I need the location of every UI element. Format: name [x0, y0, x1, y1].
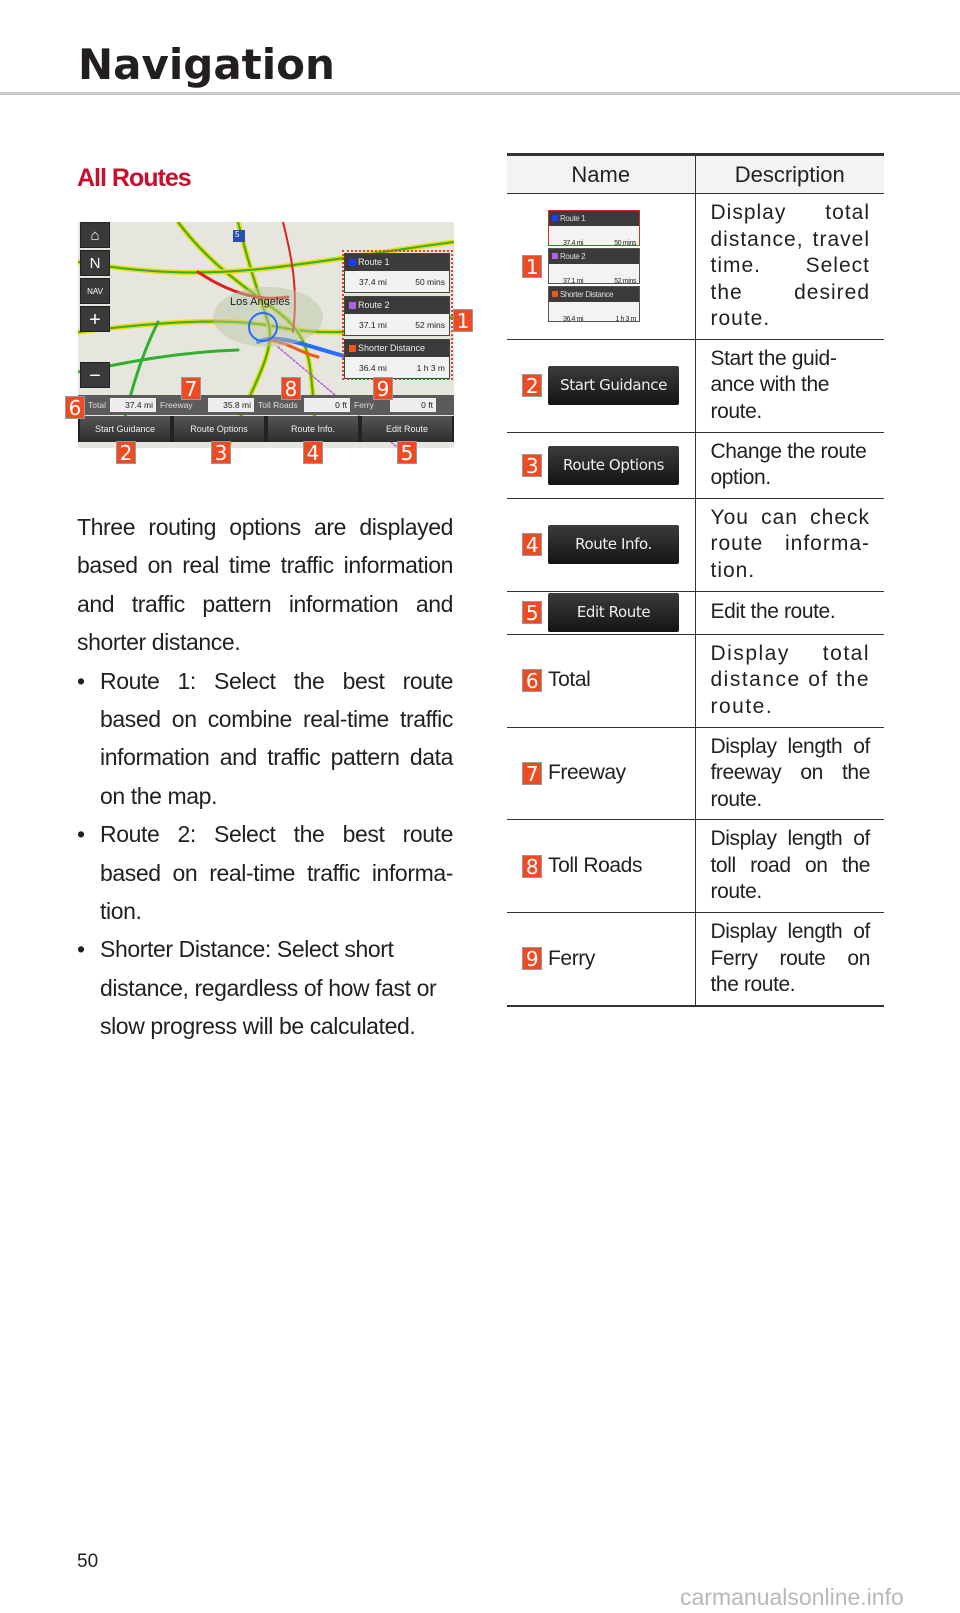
city-label: Los Angeles [230, 296, 290, 308]
zoom-out-button[interactable]: − [80, 362, 110, 388]
row-badge: 2 [522, 374, 542, 397]
toll-value: 0 ft [304, 398, 350, 412]
row-description: Change the route option. [695, 432, 884, 498]
highway-shield: 5 [235, 230, 240, 239]
callout-badge-8: 8 [281, 377, 301, 400]
route-time: 52 mins [415, 320, 445, 330]
bullet-route-2: • Route 2: Select the best route based on real-time traffic informa-tion. [77, 815, 453, 930]
table-row [507, 913, 884, 1006]
table-row [507, 820, 884, 913]
table-row [507, 339, 884, 432]
freeway-label: Freeway [159, 400, 193, 410]
watermark: carmanualsonline.info [680, 1584, 904, 1610]
route-card-shorter[interactable] [344, 339, 450, 379]
navigation-map-screenshot [78, 222, 454, 448]
table-row [507, 634, 884, 727]
feature-table [507, 153, 884, 1007]
ferry-value: 0 ft [390, 398, 436, 412]
callout-badge-2: 2 [116, 441, 136, 464]
total-label: Total [88, 400, 106, 410]
row-description: You can check route informa-tion. [695, 498, 884, 591]
table-row [507, 727, 884, 820]
row-badge: 9 [522, 947, 542, 970]
row-description: Display total distance of the route. [695, 634, 884, 727]
row-badge: 1 [522, 255, 542, 278]
table-row [507, 432, 884, 498]
route-name: Shorter Distance [560, 290, 614, 300]
map-action-bar [78, 416, 454, 442]
page-header-title: Navigation [78, 40, 335, 89]
route-card-2[interactable] [344, 296, 450, 336]
route-card-1[interactable] [344, 253, 450, 293]
total-value: 37.4 mi [110, 398, 156, 412]
route-name: Shorter Distance [358, 343, 426, 353]
callout-badge-5: 5 [397, 441, 417, 464]
freeway-value: 35.8 mi [208, 398, 254, 412]
table-row [507, 498, 884, 591]
col-header-name: Name [507, 155, 695, 194]
route-distance: 37.4 mi [359, 277, 387, 287]
edit-route-button[interactable]: Edit Route [362, 416, 452, 442]
intro-paragraph: Three routing options are displayed based on real time traffic information and traffic pattern information and shorter distance. [77, 514, 453, 656]
row-badge: 6 [522, 669, 542, 692]
route-time: 50 mins [415, 277, 445, 287]
compass-button[interactable]: N [80, 250, 110, 276]
toll-label: Toll Roads [257, 400, 298, 410]
row-badge: 5 [522, 601, 542, 624]
col-header-description: Description [695, 155, 884, 194]
route-cards-thumbnail [548, 208, 640, 324]
ferry-label: Ferry [353, 400, 374, 410]
route-info-button[interactable]: Route Info. [268, 416, 358, 442]
row-badge: 8 [522, 855, 542, 878]
header-divider [0, 92, 960, 95]
table-row [507, 194, 884, 340]
route-distance: 37.4 mi [563, 240, 584, 248]
row-description: Edit the route. [695, 591, 884, 634]
route-name: Route 2 [560, 252, 586, 262]
edit-route-button-image: Edit Route [548, 593, 679, 632]
row-description: Display length of freeway on the route. [695, 727, 884, 820]
route-distance: 37.1 mi [359, 320, 387, 330]
row-name: Total [548, 668, 591, 692]
nav-volume-button[interactable]: NAV [80, 278, 110, 304]
row-badge: 3 [522, 454, 542, 477]
zoom-in-button[interactable]: + [80, 306, 110, 332]
route-time: 1 h 3 m [416, 363, 445, 373]
route-time: 1 h 3 m [615, 316, 636, 324]
route-distance: 36.4 mi [359, 363, 387, 373]
callout-badge-6: 6 [65, 396, 85, 419]
row-name: Freeway [548, 761, 626, 784]
route-options-button-image: Route Options [548, 446, 679, 485]
callout-badge-4: 4 [303, 441, 323, 464]
table-row [507, 591, 884, 634]
row-badge: 7 [522, 762, 542, 785]
route-distance: 37.1 mi [563, 278, 584, 286]
start-guidance-button-image: Start Guidance [548, 366, 679, 405]
row-name: Ferry [548, 946, 595, 970]
callout-badge-7: 7 [181, 377, 201, 400]
body-text [77, 508, 453, 1046]
callout-badge-9: 9 [373, 377, 393, 400]
route-name: Route 1 [560, 214, 586, 224]
home-button[interactable]: ⌂ [80, 222, 110, 248]
route-info-button-image: Route Info. [548, 525, 679, 564]
row-name: Toll Roads [548, 853, 643, 877]
page-number: 50 [77, 1551, 99, 1572]
route-info-bar [78, 395, 454, 415]
route-name: Route 2 [358, 300, 390, 310]
section-title: All Routes [77, 164, 191, 192]
route-time: 50 mins [614, 240, 636, 248]
row-description: Start the guid-ance with the route. [695, 339, 884, 432]
bullet-route-1: • Route 1: Select the best route based on combine real-time traffic information and traffic pattern data on the map. [77, 662, 453, 816]
route-name: Route 1 [358, 257, 390, 267]
route-distance: 36.4 mi [563, 316, 584, 324]
bullet-shorter-distance: • Shorter Distance: Select short distance, regardless of how fast or slow progress will be calculated. [77, 930, 453, 1045]
route-time: 52 mins [614, 278, 636, 286]
route-options-button[interactable]: Route Options [174, 416, 264, 442]
start-guidance-button[interactable]: Start Guidance [80, 416, 170, 442]
callout-badge-1: 1 [453, 309, 473, 332]
row-description: Display total distance, travel time. Select the desired route. [695, 194, 884, 340]
row-description: Display length of toll road on the route. [695, 820, 884, 913]
callout-badge-3: 3 [211, 441, 231, 464]
row-badge: 4 [522, 533, 542, 556]
row-description: Display length of Ferry route on the route. [695, 913, 884, 1006]
